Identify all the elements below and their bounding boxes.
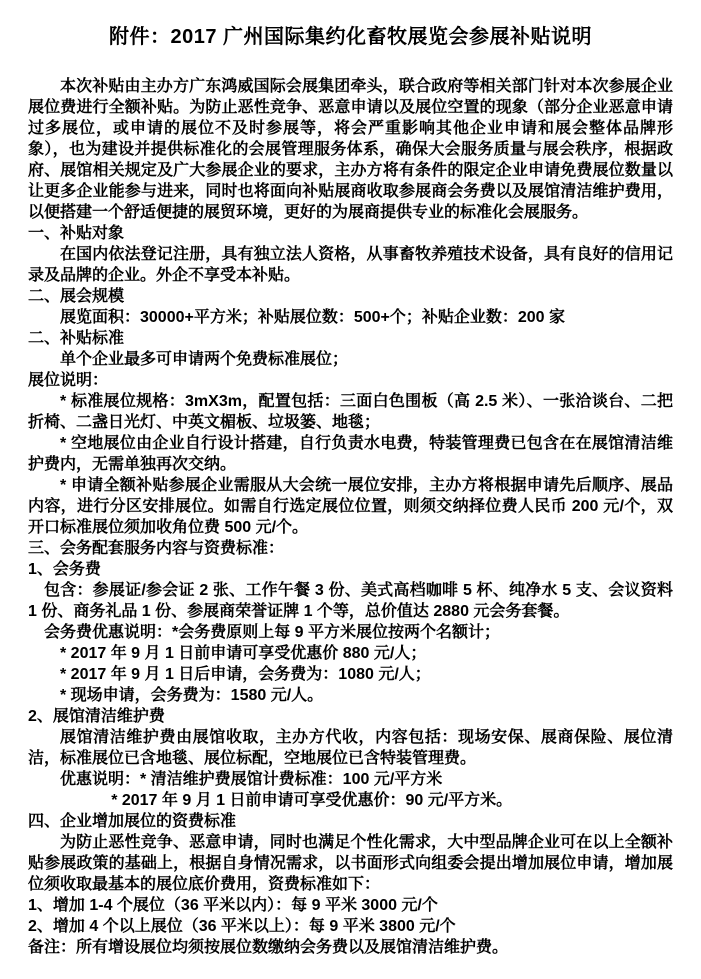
conference-fee-tier-early: * 2017 年 9 月 1 日前申请可享受优惠价 880 元/人； <box>60 645 427 662</box>
booth-note-bullet-raw-space: * 空地展位由企业自行设计搭建，自行负责水电费，特装管理费已包含在在展馆清洁维护费内，无需单独再次交纳。 <box>28 435 673 473</box>
section-heading-extra-booth: 四、企业增加展位的资费标准 <box>28 813 237 830</box>
booth-notes-heading: 展位说明： <box>28 372 109 389</box>
cleaning-fee-body: 展馆清洁维护费由展馆收取，主办方代收，内容包括：现场安保、展商保险、展位清洁，标准展位已含地毯、展位标配，空地展位已含特装管理费。 <box>28 729 673 767</box>
conference-fee-tier-late: * 2017 年 9 月 1 日后申请，会务费为：1080 元/人； <box>60 666 431 683</box>
conference-fee-includes: 包含：参展证/参会证 2 张、工作午餐 3 份、美式高档咖啡 5 杯、纯净水 5 支、会议资料 1 份、商务礼品 1 份、参展商荣誉证牌 1 个等，总价值达 2880 元会务套餐。 <box>28 582 673 620</box>
conference-fee-tier-onsite: * 现场申请，会务费为：1580 元/人。 <box>60 687 324 704</box>
section-heading-expo-scale: 二、展会规模 <box>28 288 125 305</box>
extra-booth-body: 为防止恶性竞争、恶意申请，同时也满足个性化需求，大中型品牌企业可在以上全额补贴参展政策的基础上，根据自身情况需求，以书面形式向组委会提出增加展位申请，增加展位须收取最基本的展位底价费用，资费标准如下： <box>28 834 673 893</box>
conference-fee-discount-intro: 会务费优惠说明：*会务费原则上每 9 平方米展位按两个名额计； <box>44 624 501 641</box>
extra-booth-note: 备注：所有增设展位均须按展位数缴纳会务费以及展馆清洁维护费。 <box>28 939 509 956</box>
subsidy-standard-body: 单个企业最多可申请两个免费标准展位； <box>60 351 349 368</box>
cleaning-fee-discount-standard: 优惠说明：* 清洁维护费展馆计费标准：100 元/平方米 <box>60 771 443 788</box>
doc-title: 附件：2017 广州国际集约化畜牧展览会参展补贴说明 <box>108 26 593 48</box>
extra-booth-item-2: 2、增加 4 个以上展位（36 平米以上）：每 9 平米 3800 元/个 <box>28 918 456 935</box>
section-heading-subsidy-standard: 二、补贴标准 <box>28 330 125 347</box>
conference-fee-heading: 1、会务费 <box>28 561 101 578</box>
cleaning-fee-discount-early: * 2017 年 9 月 1 日前申请可享受优惠价：90 元/平方米。 <box>111 792 513 809</box>
booth-note-bullet-allocation: * 申请全额补贴参展企业需服从大会统一展位安排，主办方将根据申请先后顺序、展品内容，进行分区安排展位。如需自行选定展位位置，则须交纳择位费人民币 200 元/个，双开口标准展位须加收角位费 500 元/个。 <box>28 477 673 536</box>
extra-booth-item-1: 1、增加 1-4 个展位（36 平米以内）：每 9 平米 3000 元/个 <box>28 897 438 914</box>
subsidy-target-body: 在国内依法登记注册，具有独立法人资格，从事畜牧养殖技术设备，具有良好的信用记录及品牌的企业。外企不享受本补贴。 <box>28 246 673 284</box>
section-heading-service-fees: 三、会务配套服务内容与资费标准： <box>28 540 285 557</box>
booth-note-bullet-standard-spec: * 标准展位规格：3mX3m，配置包括：三面白色围板（高 2.5 米）、一张洽谈台、二把折椅、二盏日光灯、中英文楣板、垃圾篓、地毯； <box>28 393 673 431</box>
intro-paragraph: 本次补贴由主办方广东鸿威国际会展集团牵头，联合政府等相关部门针对本次参展企业展位费进行全额补贴。为防止恶性竞争、恶意申请以及展位空置的现象（部分企业恶意申请过多展位，或申请的展位不及时参展等，将会严重影响其他企业申请和展会整体品牌形象），也为建设并提供标准化的会展管理服务体系，确保大会服务质量与展会秩序，根据政府、展馆相关规定及广大参展企业的要求，主办方将有条件的限定企业申请免费展位数量以让更多企业能参与进来，同时也将面向补贴展商收取参展商会务费以及展馆清洁维护费用，以便搭建一个舒适便捷的展贸环境，更好的为展商提供专业的标准化会展服务。 <box>28 78 673 221</box>
section-heading-subsidy-target: 一、补贴对象 <box>28 225 125 242</box>
cleaning-fee-heading: 2、展馆清洁维护费 <box>28 708 165 725</box>
expo-scale-body: 展览面积：30000+平方米；补贴展位数：500+个；补贴企业数：200 家 <box>60 309 566 326</box>
